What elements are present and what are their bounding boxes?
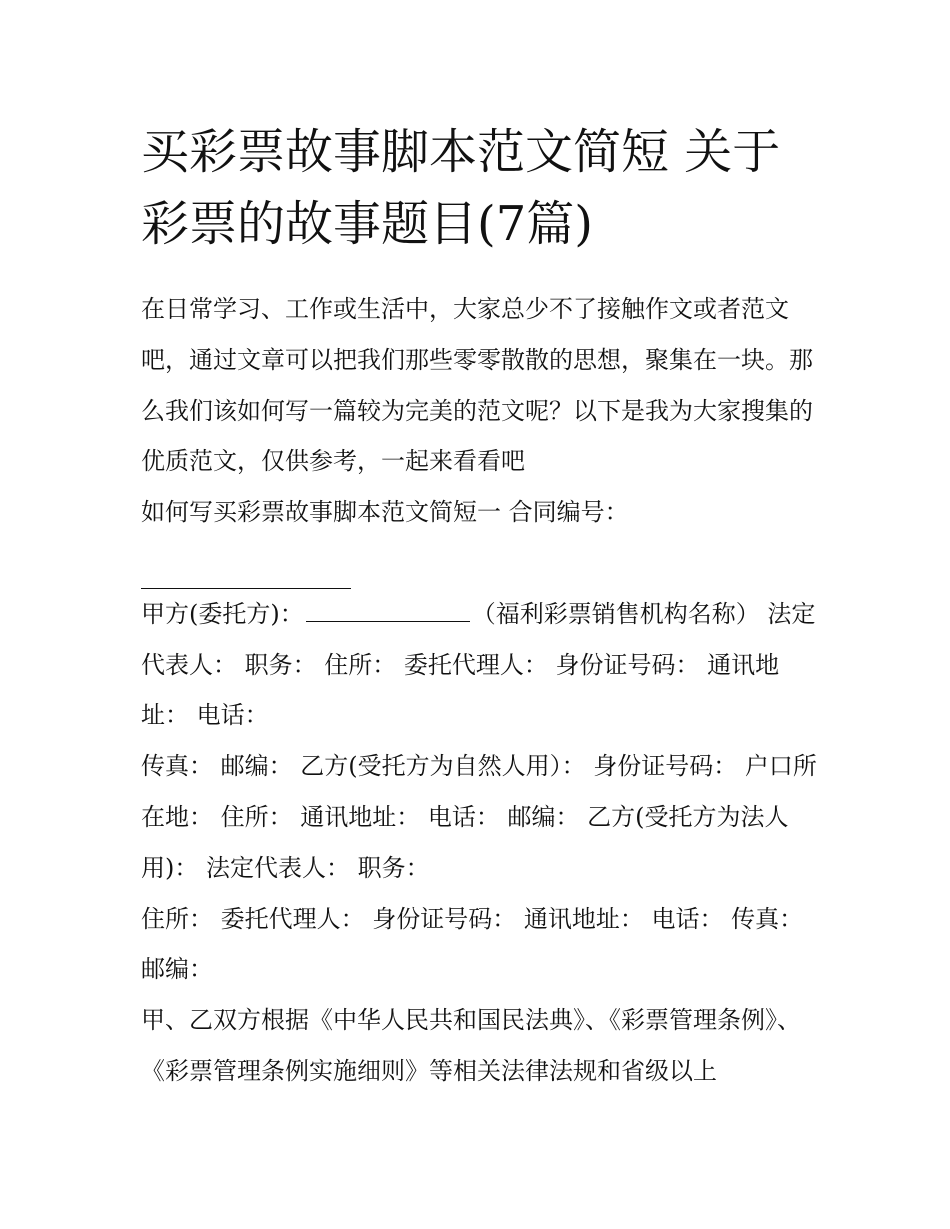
party-a-paragraph bbox=[141, 589, 817, 741]
intro-paragraph: 在日常学习、工作或生活中，大家总少不了接触作文或者范文吧，通过文章可以把我们那些零零散散的思想，聚集在一块。那么我们该如何写一篇较为完美的范文呢？以下是我为大家搜集的优质范文，仅供参考，一起来看看吧 bbox=[141, 295, 813, 476]
section-heading-paragraph bbox=[141, 487, 817, 538]
party-a-prefix: 甲方(委托方)： bbox=[141, 599, 304, 628]
contract-number-line bbox=[141, 538, 817, 589]
party-b-contact-paragraph: 住所： 委托代理人： 身份证号码： 通讯地址： 电话： 传真： 邮编： bbox=[141, 904, 804, 984]
party-a-name-blank bbox=[306, 595, 470, 622]
section-heading: 如何写买彩票故事脚本范文简短一 合同编号： bbox=[141, 498, 629, 527]
party-a-details: （福利彩票销售机构名称） 法定代表人： 职务： 住所： 委托代理人： 身份证号码： 通讯地址： 电话： bbox=[141, 599, 816, 730]
party-b-natural-paragraph: 传真： 邮编： 乙方(受托方为自然人用）： 身份证号码： 户口所在地： 住所： 通讯地址： 电话： 邮编： 乙方(受托方为法人用)： 法定代表人： 职务： bbox=[141, 752, 817, 882]
agreement-basis-paragraph: 甲、乙双方根据《中华人民共和国民法典》、《彩票管理条例》、《彩票管理条例实施细则》等相关法律法规和省级以上 bbox=[141, 1006, 801, 1085]
contract-number-blank bbox=[141, 558, 351, 589]
document-title: 买彩票故事脚本范文简短 关于彩票的故事题目(7篇) bbox=[141, 124, 781, 252]
document-body bbox=[141, 116, 817, 1097]
